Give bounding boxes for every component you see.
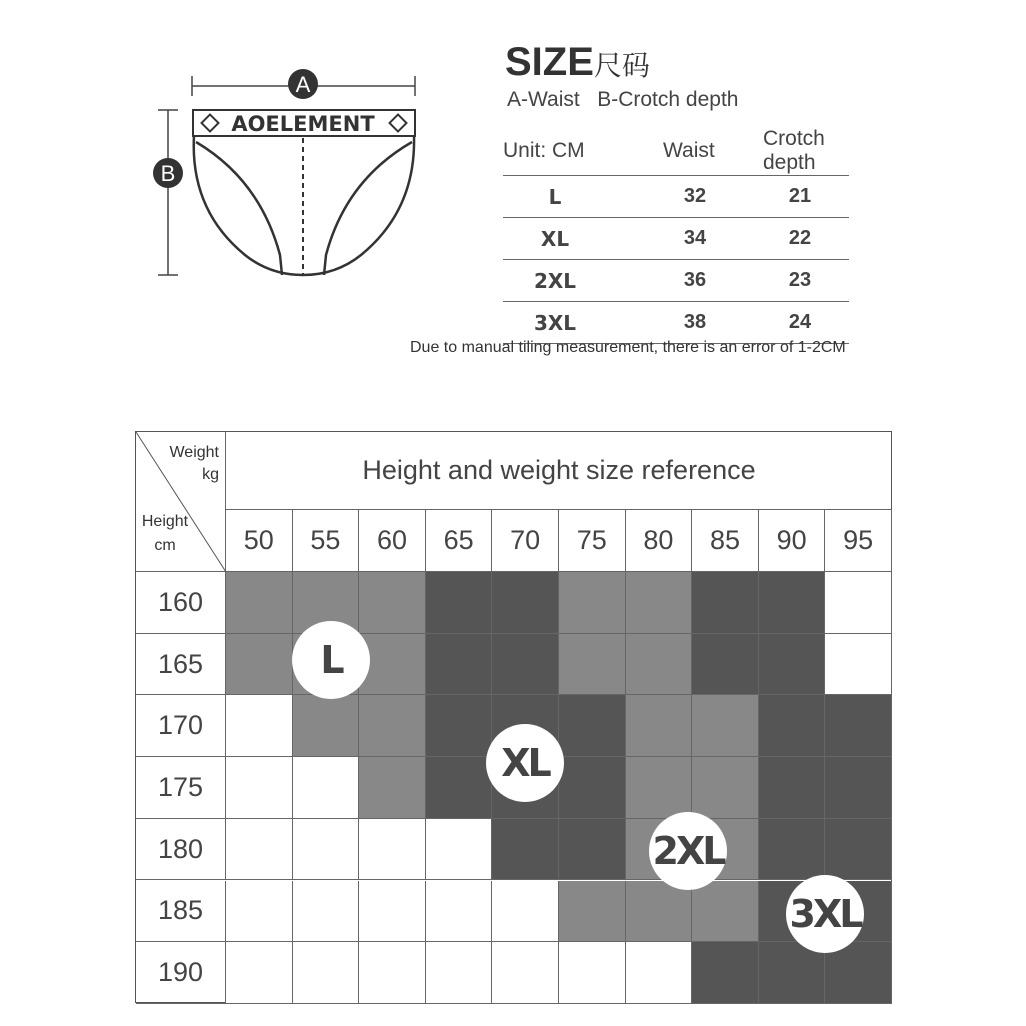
size-cell bbox=[226, 634, 293, 696]
size-cell bbox=[559, 757, 626, 819]
size-cell bbox=[492, 942, 559, 1004]
size-cell bbox=[559, 634, 626, 696]
size-cell bbox=[559, 881, 626, 943]
row-waist: 34 bbox=[645, 218, 755, 260]
header-unit: Unit: CM bbox=[503, 127, 645, 176]
weight-label: 55 bbox=[293, 510, 360, 572]
size-cell bbox=[359, 757, 426, 819]
size-cell bbox=[492, 634, 559, 696]
height-label: 185 bbox=[136, 881, 226, 943]
grid-title: Height and weight size reference bbox=[226, 432, 892, 510]
label-b: B bbox=[160, 161, 176, 186]
height-label: 175 bbox=[136, 757, 226, 819]
size-cell bbox=[825, 819, 892, 881]
size-cell bbox=[426, 942, 493, 1004]
height-label: 160 bbox=[136, 572, 226, 634]
size-title: SIZE尺码 bbox=[505, 40, 650, 84]
size-cell bbox=[359, 942, 426, 1004]
size-cell bbox=[492, 572, 559, 634]
measurement-note: Due to manual tiling measurement, there is an error of 1-2CM bbox=[410, 339, 846, 356]
height-label: 190 bbox=[136, 942, 226, 1004]
size-cell bbox=[426, 634, 493, 696]
weight-label: 95 bbox=[825, 510, 892, 572]
size-cell bbox=[692, 757, 759, 819]
weight-label: 60 bbox=[359, 510, 426, 572]
size-cell bbox=[293, 942, 360, 1004]
size-cell bbox=[426, 572, 493, 634]
weight-label: 70 bbox=[492, 510, 559, 572]
row-waist: 32 bbox=[645, 176, 755, 218]
size-cell bbox=[492, 819, 559, 881]
size-cell bbox=[825, 634, 892, 696]
size-cell bbox=[226, 881, 293, 943]
size-cell bbox=[226, 695, 293, 757]
row-size: 3XL bbox=[503, 302, 645, 344]
size-cell bbox=[626, 942, 693, 1004]
garment-diagram bbox=[150, 60, 430, 290]
size-table-header bbox=[503, 127, 849, 176]
height-label: 180 bbox=[136, 819, 226, 881]
size-cell bbox=[293, 757, 360, 819]
size-badge-3xl: 3XL bbox=[786, 875, 864, 953]
size-cell bbox=[692, 942, 759, 1004]
brand-text: AOELEMENT bbox=[231, 112, 375, 136]
size-badge-2xl: 2XL bbox=[649, 812, 727, 890]
row-waist: 36 bbox=[645, 260, 755, 302]
header-crotch: Crotch depth bbox=[755, 127, 849, 176]
size-cell bbox=[426, 881, 493, 943]
size-cell bbox=[226, 942, 293, 1004]
size-cell bbox=[759, 572, 826, 634]
row-size: L bbox=[503, 176, 645, 218]
size-cell bbox=[426, 819, 493, 881]
size-cell bbox=[426, 757, 493, 819]
size-cell bbox=[692, 634, 759, 696]
size-table bbox=[503, 127, 849, 344]
size-cell bbox=[426, 695, 493, 757]
measurement-legend: A-Waist B-Crotch depth bbox=[507, 88, 739, 111]
size-cell bbox=[759, 634, 826, 696]
size-cell bbox=[626, 572, 693, 634]
size-cell bbox=[626, 757, 693, 819]
header-waist: Waist bbox=[645, 127, 755, 176]
size-cell bbox=[559, 572, 626, 634]
row-crotch: 23 bbox=[755, 260, 849, 302]
size-cell bbox=[825, 572, 892, 634]
row-crotch: 24 bbox=[755, 302, 849, 344]
table-row bbox=[503, 302, 849, 344]
weight-label: 50 bbox=[226, 510, 293, 572]
size-cell bbox=[226, 819, 293, 881]
height-label: 165 bbox=[136, 634, 226, 696]
size-cell bbox=[692, 695, 759, 757]
weight-label: 75 bbox=[559, 510, 626, 572]
size-cell bbox=[293, 819, 360, 881]
size-cell bbox=[559, 819, 626, 881]
size-cell bbox=[492, 881, 559, 943]
row-crotch: 22 bbox=[755, 218, 849, 260]
size-cell bbox=[626, 881, 693, 943]
size-cell bbox=[293, 881, 360, 943]
size-cell bbox=[559, 942, 626, 1004]
grid-corner bbox=[136, 432, 226, 572]
size-cell bbox=[359, 695, 426, 757]
size-cell bbox=[825, 757, 892, 819]
size-cell bbox=[626, 634, 693, 696]
size-cell bbox=[759, 819, 826, 881]
size-cell bbox=[226, 572, 293, 634]
table-row bbox=[503, 218, 849, 260]
table-row bbox=[503, 176, 849, 218]
row-size: XL bbox=[503, 218, 645, 260]
briefs-illustration bbox=[150, 60, 430, 290]
size-cell bbox=[359, 572, 426, 634]
size-cell bbox=[626, 695, 693, 757]
row-waist: 38 bbox=[645, 302, 755, 344]
weight-label: 65 bbox=[426, 510, 493, 572]
size-cell bbox=[759, 757, 826, 819]
size-badge-xl: XL bbox=[486, 724, 564, 802]
row-crotch: 21 bbox=[755, 176, 849, 218]
size-reference-grid bbox=[135, 431, 892, 1003]
size-cell bbox=[359, 819, 426, 881]
corner-weight: Weight kg bbox=[169, 444, 219, 483]
corner-height: Height cm bbox=[141, 513, 189, 554]
height-label: 170 bbox=[136, 695, 226, 757]
size-cell bbox=[825, 695, 892, 757]
weight-label: 90 bbox=[759, 510, 826, 572]
weight-label: 85 bbox=[692, 510, 759, 572]
size-cell bbox=[759, 695, 826, 757]
size-cell bbox=[692, 881, 759, 943]
size-cell bbox=[559, 695, 626, 757]
size-cell bbox=[692, 572, 759, 634]
label-a: A bbox=[295, 72, 311, 97]
weight-label: 80 bbox=[626, 510, 693, 572]
size-cell bbox=[293, 695, 360, 757]
size-cell bbox=[359, 881, 426, 943]
size-badge-l: L bbox=[292, 621, 370, 699]
size-cell bbox=[226, 757, 293, 819]
row-size: 2XL bbox=[503, 260, 645, 302]
table-row bbox=[503, 260, 849, 302]
